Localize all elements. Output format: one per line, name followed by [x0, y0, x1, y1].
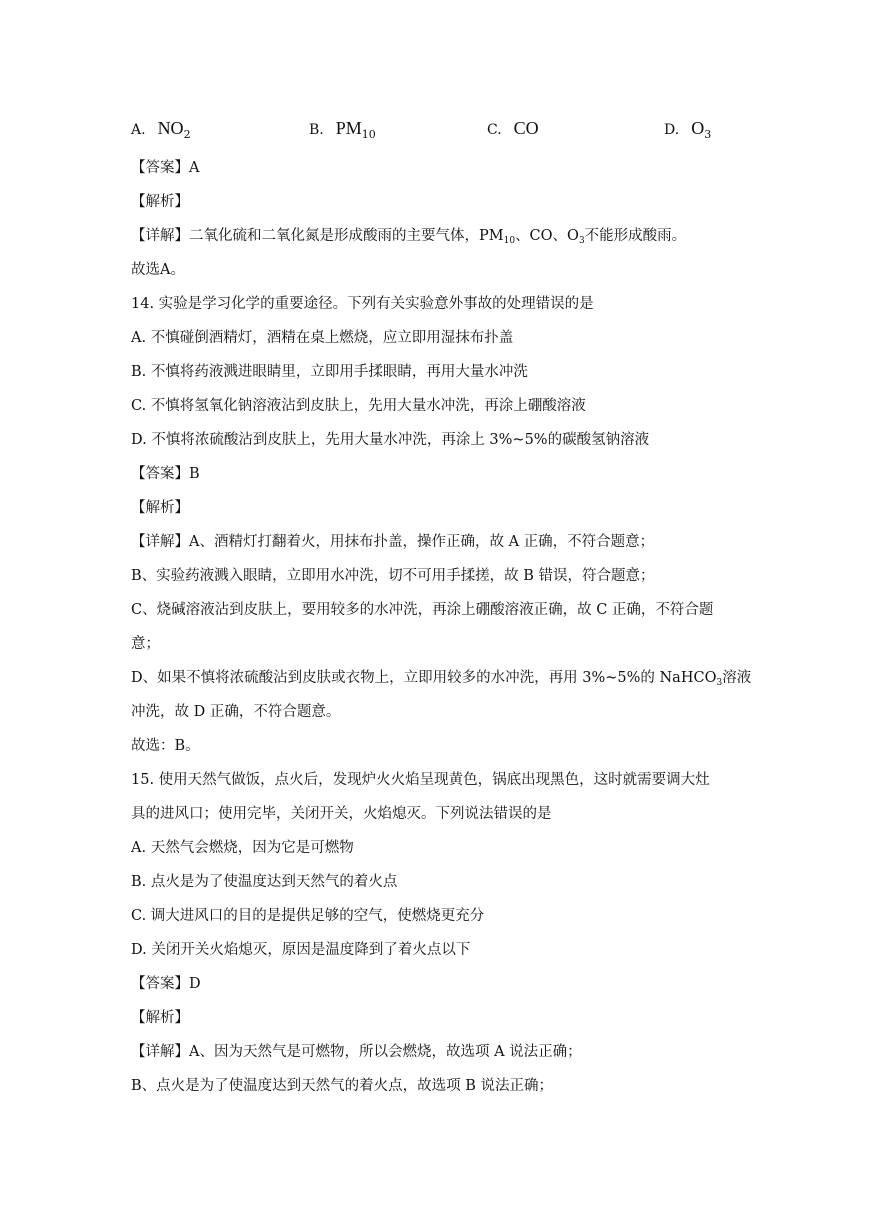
q15-stem-line-2: 具的进风口；使用完毕，关闭开关，火焰熄灭。下列说法错误的是 [131, 806, 552, 822]
q14-analysis-heading: 【解析】 [131, 500, 189, 516]
q13-detail-subscript: 10 [503, 236, 516, 246]
q14-detail-4 [131, 668, 751, 688]
q15-option-c: C. 调大进风口的目的是提供足够的空气，使燃烧更充分 [131, 908, 485, 924]
q13-detail [131, 226, 686, 246]
option-formula: CO [513, 118, 539, 138]
q13-choice: 故选A。 [131, 262, 185, 278]
q14-choice: 故选：B。 [131, 738, 200, 754]
option-formula: O [691, 118, 705, 138]
q14-detail-3-cont: 意； [131, 636, 160, 652]
q15-detail-1: 【详解】A、因为天然气是可燃物，所以会燃烧，故选项 A 说法正确； [131, 1044, 582, 1060]
q14-option-b: B. 不慎将药液溅进眼睛里，立即用手揉眼睛，再用大量水冲洗 [131, 364, 528, 380]
q14-stem: 14. 实验是学习化学的重要途径。下列有关实验意外事故的处理错误的是 [131, 296, 594, 312]
q15-detail-2: B、点火是为了使温度达到天然气的着火点，故选项 B 说法正确； [131, 1078, 554, 1094]
q14-detail-subscript: 3 [716, 678, 723, 688]
q13-detail-text: 不能形成酸雨。 [584, 228, 687, 244]
q14-detail-text: D、如果不慎将浓硫酸沾到皮肤或衣物上，立即用较多的水冲洗，再用 3%~5%的 NaHCO [131, 670, 717, 686]
option-subscript: 10 [361, 128, 376, 141]
option-formula: NO [157, 118, 184, 138]
option-formula: PM [335, 118, 362, 138]
q14-detail-4-cont: 冲洗，故 D 正确，不符合题意。 [131, 704, 341, 720]
option-letter: B. [309, 122, 324, 138]
q15-option-d: D. 关闭开关火焰熄灭，原因是温度降到了着火点以下 [131, 942, 471, 958]
q14-option-d: D. 不慎将浓硫酸沾到皮肤上，先用大量水冲洗，再涂上 3%~5%的碳酸氢钠溶液 [131, 432, 650, 448]
option-subscript: 2 [183, 128, 191, 141]
q14-detail-2: B、实验药液溅入眼睛，立即用水冲洗，切不可用手揉搓，故 B 错误，符合题意； [131, 568, 655, 584]
q13-answer: 【答案】A [131, 160, 200, 176]
q15-analysis-heading: 【解析】 [131, 1010, 189, 1026]
option-letter: C. [487, 122, 502, 138]
option-letter: A. [131, 122, 146, 138]
q13-option-c [487, 116, 539, 142]
q14-option-a: A. 不慎碰倒酒精灯，酒精在桌上燃烧，应立即用湿抹布扑盖 [131, 330, 514, 346]
q13-analysis-heading: 【解析】 [131, 194, 189, 210]
q15-stem-line-1: 15. 使用天然气做饭，点火后，发现炉火火焰呈现黄色，锅底出现黑色，这时就需要调大灶 [131, 772, 710, 788]
q13-detail-subscript: 3 [578, 236, 585, 246]
q14-option-c: C. 不慎将氢氧化钠溶液沾到皮肤上，先用大量水冲洗，再涂上硼酸溶液 [131, 398, 586, 414]
q13-detail-text: 【详解】二氧化硫和二氧化氮是形成酸雨的主要气体，PM [131, 228, 504, 244]
q14-detail-1: 【详解】A、酒精灯打翻着火，用抹布扑盖，操作正确，故 A 正确，不符合题意； [131, 534, 655, 550]
option-letter: D. [664, 122, 680, 138]
q13-detail-text: 、CO、O [515, 228, 579, 244]
q14-answer: 【答案】B [131, 466, 200, 482]
q13-option-b [309, 116, 376, 142]
option-subscript: 3 [704, 128, 712, 141]
q13-option-a [131, 116, 191, 142]
q15-answer: 【答案】D [131, 976, 201, 992]
q14-detail-3: C、烧碱溶液沾到皮肤上，要用较多的水冲洗，再涂上硼酸溶液正确，故 C 正确，不符合题 [131, 602, 714, 618]
q14-detail-text: 溶液 [722, 670, 752, 686]
q15-option-a: A. 天然气会燃烧，因为它是可燃物 [131, 840, 354, 856]
q13-option-d [664, 116, 711, 142]
q15-option-b: B. 点火是为了使温度达到天然气的着火点 [131, 874, 398, 890]
